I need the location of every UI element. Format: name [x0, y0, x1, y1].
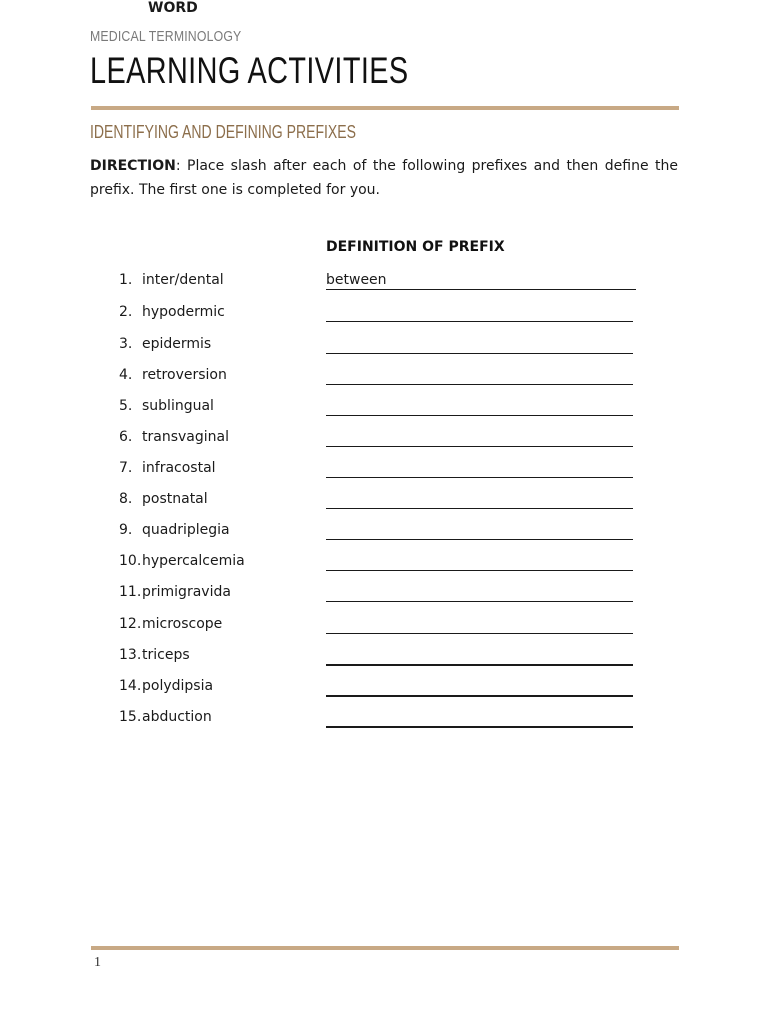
- item-word: sublingual: [142, 398, 214, 414]
- item-number: 12.: [119, 616, 142, 632]
- answer-blank-line[interactable]: [326, 415, 633, 416]
- list-item: [0, 553, 768, 575]
- list-item: [0, 429, 768, 451]
- list-item: [0, 460, 768, 482]
- item-word: inter/dental: [142, 272, 224, 288]
- answer-blank-line[interactable]: [326, 570, 633, 571]
- header-divider: [91, 106, 679, 110]
- item-number: 7.: [119, 460, 133, 476]
- item-number: 6.: [119, 429, 133, 445]
- item-number: 1.: [119, 272, 133, 288]
- answer-blank-line[interactable]: [326, 601, 633, 602]
- item-number: 3.: [119, 336, 133, 352]
- answer-blank-line[interactable]: [326, 695, 633, 697]
- answer-blank-line[interactable]: [326, 726, 633, 728]
- answer-blank-line[interactable]: [326, 508, 633, 509]
- item-word: quadriplegia: [142, 522, 230, 538]
- direction-paragraph: [90, 154, 678, 202]
- answer-blank-line: [326, 289, 636, 290]
- list-item: [0, 584, 768, 606]
- item-word: retroversion: [142, 367, 227, 383]
- footer-divider: [91, 946, 679, 950]
- item-word: postnatal: [142, 491, 208, 507]
- item-number: 8.: [119, 491, 133, 507]
- item-number: 11.: [119, 584, 142, 600]
- item-answer: between: [326, 272, 387, 288]
- item-number: 2.: [119, 304, 133, 320]
- item-word: triceps: [142, 647, 190, 663]
- column-header-word: WORD: [148, 0, 198, 16]
- list-item: [0, 272, 768, 294]
- item-word: microscope: [142, 616, 223, 632]
- answer-blank-line[interactable]: [326, 353, 633, 354]
- list-item: [0, 678, 768, 700]
- item-number: 9.: [119, 522, 133, 538]
- answer-blank-line[interactable]: [326, 446, 633, 447]
- direction-text: : Place slash after each of the following prefixes and then define the prefix. The first one is completed for you.: [90, 158, 678, 198]
- item-word: primigravida: [142, 584, 231, 600]
- item-word: infracostal: [142, 460, 216, 476]
- list-item: [0, 367, 768, 389]
- answer-blank-line[interactable]: [326, 384, 633, 385]
- item-word: epidermis: [142, 336, 212, 352]
- item-number: 5.: [119, 398, 133, 414]
- list-item: [0, 336, 768, 358]
- answer-blank-line[interactable]: [326, 664, 633, 666]
- list-item: [0, 304, 768, 326]
- answer-blank-line[interactable]: [326, 477, 633, 478]
- item-word: hypercalcemia: [142, 553, 245, 569]
- item-number: 15.: [119, 709, 142, 725]
- answer-blank-line[interactable]: [326, 633, 633, 634]
- answer-blank-line[interactable]: [326, 539, 633, 540]
- section-heading: IDENTIFYING AND DEFINING PREFIXES: [90, 122, 357, 142]
- item-number: 4.: [119, 367, 133, 383]
- item-word: hypodermic: [142, 304, 225, 320]
- list-item: [0, 616, 768, 638]
- list-item: [0, 398, 768, 420]
- item-word: abduction: [142, 709, 212, 725]
- list-item: [0, 522, 768, 544]
- page-number: 1: [94, 955, 101, 970]
- page-title: LEARNING ACTIVITIES: [90, 50, 409, 91]
- item-number: 14.: [119, 678, 142, 694]
- course-label: MEDICAL TERMINOLOGY: [90, 28, 242, 45]
- list-item: [0, 709, 768, 731]
- list-item: [0, 647, 768, 669]
- column-header-definition: DEFINITION OF PREFIX: [326, 239, 505, 255]
- item-number: 13.: [119, 647, 142, 663]
- answer-blank-line[interactable]: [326, 321, 633, 322]
- item-number: 10.: [119, 553, 142, 569]
- list-item: [0, 491, 768, 513]
- item-word: polydipsia: [142, 678, 214, 694]
- direction-label: DIRECTION: [90, 158, 176, 174]
- item-word: transvaginal: [142, 429, 229, 445]
